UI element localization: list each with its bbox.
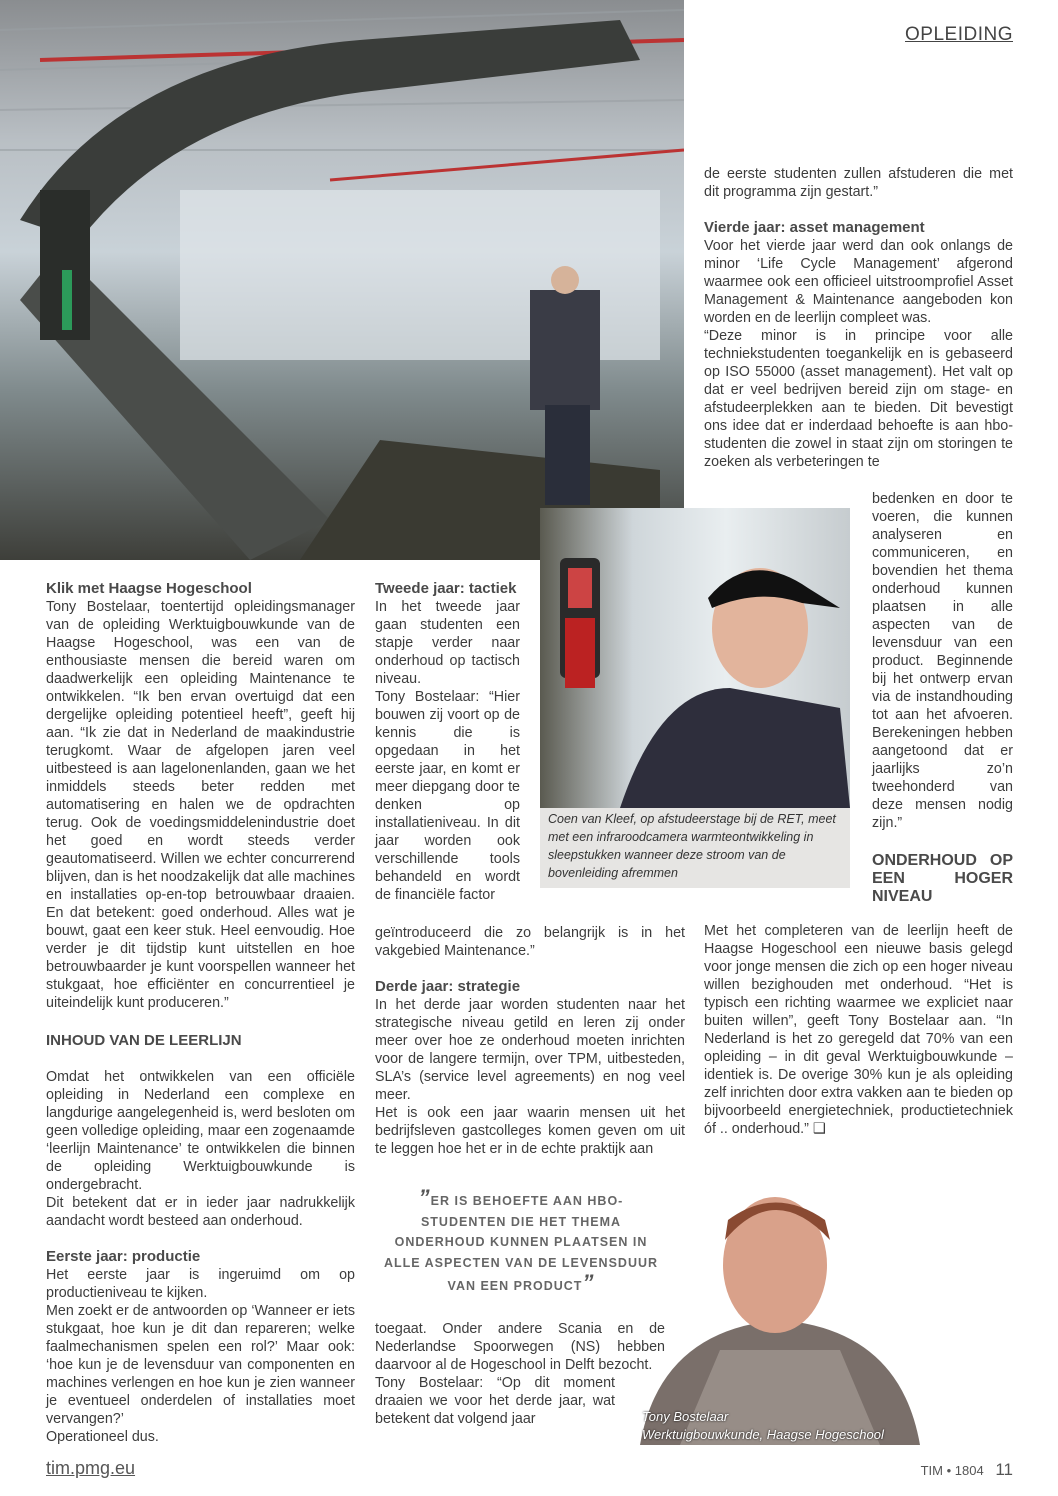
hero-photo-rail-workshop	[0, 0, 684, 560]
paragraph: geïntroduceerd die zo belangrijk is in het vakgebied Maintenance.”	[375, 925, 685, 959]
paragraph: toegaat. Onder andere Scania en de Nederlandse Spoorwegen (NS) hebben daarvoor al de Hogeschool in Delft bezocht.	[375, 1321, 665, 1373]
paragraph: bedenken en door te voeren, die kunnen analyseren en communiceren, en bovendien het thema onderhoud kunnen plaatsen in alle aspecten van de levensduur van een product. Beginnende bij het ontwerp ervan via de instandhouding tot aan het afvoeren. Berekeningen hebben aangetoond dat er jaarlijks zo’n tweehonderd van deze mensen nodig zijn.”	[872, 491, 1013, 831]
column-2-narrow	[375, 580, 520, 904]
student-illustration	[540, 508, 850, 808]
magazine-name: TIM	[920, 1463, 943, 1478]
open-quote-mark: ”	[418, 1185, 431, 1210]
paragraph: Dit betekent dat er in ieder jaar nadrukkelijk aandacht wordt besteed aan onderhoud.	[46, 1195, 355, 1229]
paragraph: “Deze minor is in principe voor alle techniekstudenten toegankelijk en is gebaseerd op ISO 55000 (asset management). Het valt op dat er veel bedrijven bereid zijn om stage- en afstudeerplekken aan te bieden. Dit bevestigt ons idee dat er inderdaad behoefte is aan hbo-studenten die zowel in staat zijn om storingen te zoeken als verbeteringen te	[704, 328, 1013, 470]
portrait-name: Tony Bostelaar	[642, 1409, 729, 1424]
paragraph: In het tweede jaar gaan studenten een stapje verder naar onderhoud op tactisch niveau.	[375, 599, 520, 687]
paragraph: Tony Bostelaar, toentertijd opleidingsmanager van de opleiding Werktuigbouwkunde van de Haagse Hogeschool, was een van de enthousiaste mensen die bereid waren om daadwerkelijk een opleiding Maintenance te ontwikkelen. “Ik ben ervan overtuigd dat een dergelijke opleiding potentieel heeft”, geeft hij aan. “Ik zie dat in Nederland de maakindustrie terugkomt. Waar de afgelopen jaren veel uitbesteed is aan lagelonenlanden, gaan we het inmiddels steeds beter redden met automatisering en halen we de opdrachten terug. Ook de voedingsmiddelenindustrie doet het goed en wordt steeds verder geautomatiseerd. Willen we echter concurrerend blijven, dan is het noodzakelijk dat alle machines en installaties op-en-top betrouwbaar draaien. En dat betekent: goed onderhoud. Alles wat je bouwt, gaat een keer stuk. Heel eenvoudig. Hoe verder je dit tijdstip kunt uitstellen en hoe betrouwbaarder je kunt voorspellen wanneer het stukgaat, hoe efficiënter en concurrentieel je uiteindelijk kunt produceren.”	[46, 599, 355, 1011]
issue-number: 1804	[954, 1463, 984, 1478]
paragraph: Omdat het ontwikkelen van een officiële opleiding in Nederland een complexe en langdurige aangelegenheid is, werd besloten om geen volledige opleiding, maar een zogenaamde ‘leerlijn Maintenance’ te ontwikkelen die binnen de opleiding Werktuigbouwkunde is ondergebracht.	[46, 1069, 355, 1193]
workshop-illustration	[0, 0, 684, 560]
paragraph: Men zoekt er de antwoorden op ‘Wanneer er iets stukgaat, hoe kun je dit dan repareren; welke faalmechanismen spelen een rol?’ Maar ook: ‘hoe kun je de levensduur van componenten en machines verlengen en hoe kun je zien wanneer je eventueel onderdelen of installaties moet vervangen?’	[46, 1303, 355, 1427]
paragraph: In het derde jaar worden studenten naar het strategische niveau getild en leren zij onder meer over hoe ze onderhoud moeten inrichten voor de langere termijn, over TPM, uitbesteden, SLA’s (service level agreements) en nog veel meer.	[375, 997, 685, 1103]
column-3-narrow	[872, 490, 1013, 906]
heading-klik: Klik met Haagse Hogeschool	[46, 580, 252, 597]
paragraph: Het is ook een jaar waarin mensen uit het bedrijfsleven gastcolleges komen geven om uit te leggen hoe het er in de echte praktijk aan	[375, 1105, 685, 1157]
page-number: 11	[995, 1460, 1013, 1479]
heading-tweede-jaar: Tweede jaar: tactiek	[375, 580, 517, 597]
heading-derde-jaar: Derde jaar: strategie	[375, 978, 521, 995]
column-3-top	[704, 165, 1013, 471]
end-of-article-icon: ❑	[812, 1121, 826, 1137]
footer-issue	[921, 1460, 1013, 1480]
bullet: •	[946, 1463, 952, 1478]
pull-quote-text: ER IS BEHOEFTE AAN HBO-STUDENTEN DIE HET THEMA ONDERHOUD KUNNEN PLAATSEN IN ALLE ASPECTEN VAN DE LEVENSDUUR VAN EEN PRODUCT	[383, 1194, 659, 1293]
column-2-bottom	[375, 1320, 665, 1428]
portrait-role: Werktuigbouwkunde, Haagse Hogeschool	[642, 1427, 884, 1442]
heading-vierde-jaar: Vierde jaar: asset management	[704, 219, 925, 236]
paragraph: Met het completeren van de leerlijn heeft de Haagse Hogeschool een nieuwe basis gelegd voor jonge mensen die zich op een hoger niveau willen bezighouden met onderhoud. “Het is typisch een richting waarmee we expliciet naar buiten willen”, geeft Tony Bostelaar aan. “In Nederland is het zo geregeld dat 70% van een opleiding – in dit geval Werktuigbouwkunde – identiek is. De overige 30% kun je als opleiding zelf inrichten door extra vakken aan te bieden op bijvoorbeeld energietechniek, productietechniek óf .. onderhoud.” ❑	[704, 923, 1013, 1137]
paragraph: Tony Bostelaar: “Op dit moment draaien we voor het derde jaar, wat betekent dat volgend jaar	[375, 1375, 615, 1427]
pull-quote	[376, 1185, 666, 1297]
heading-eerste-jaar: Eerste jaar: productie	[46, 1248, 201, 1265]
section-heading-onderhoud: ONDERHOUD OP EEN HOGER NIVEAU	[872, 852, 1013, 905]
paragraph: Het eerste jaar is ingeruimd om op productieniveau te kijken.	[46, 1267, 355, 1301]
paragraph: Operationeel dus.	[46, 1429, 159, 1445]
website-link[interactable]: tim.pmg.eu	[46, 1458, 136, 1478]
column-3-bottom	[704, 922, 1013, 1138]
paragraph: de eerste studenten zullen afstuderen die met dit programma zijn gestart.”	[704, 166, 1013, 200]
portrait-photo-tony-bostelaar	[640, 1180, 920, 1445]
column-2	[375, 924, 685, 1158]
inset-photo-student-thermal-camera	[540, 508, 850, 808]
photo-caption: Coen van Kleef, op afstudeerstage bij de RET, meet met een infraroodcamera warmteontwikkeling in sleepstukken wanneer deze stroom van de bovenleiding afremmen	[540, 808, 850, 888]
paragraph: Tony Bostelaar: “Hier bouwen zij voort op de kennis die is opgedaan in het eerste jaar, en komt er meer diepgang door te denken op installatieniveau. In dit jaar worden ook verschillende tools behandeld en wordt de financiële factor	[375, 689, 520, 903]
portrait-caption	[642, 1408, 884, 1444]
paragraph: Voor het vierde jaar werd dan ook onlangs de minor ‘Life Cycle Management’ afgerond waarmee ook een officieel uitstroomprofiel Asset Management & Maintenance aangeboden kon worden en de leerlijn compleet was.	[704, 238, 1013, 326]
section-label: OPLEIDING	[905, 24, 1013, 45]
close-quote-mark: ”	[582, 1270, 595, 1295]
column-1	[46, 580, 355, 1446]
section-heading-inhoud: INHOUD VAN DE LEERLIJN	[46, 1032, 242, 1049]
portrait-illustration	[640, 1180, 920, 1445]
